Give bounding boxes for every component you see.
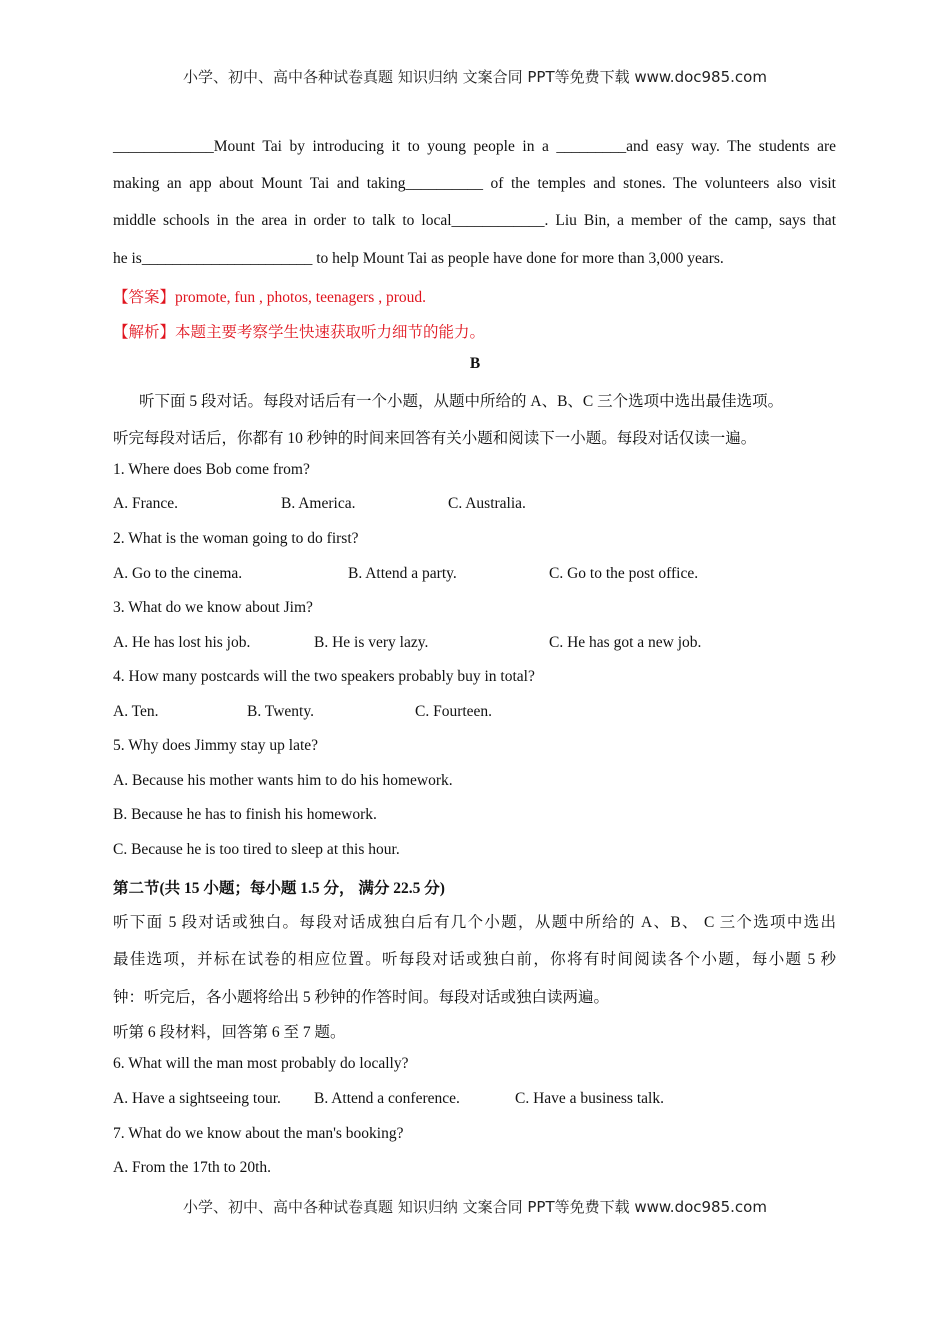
q6-option-b: B. Attend a conference. [314, 1090, 460, 1107]
section-2-intro-1: 听下面 5 段对话或独白。每段对话成独白后有几个小题，从题中所给的 A、B、 C 三个选项中选出 [113, 914, 836, 931]
passage-line-4: he is______________________ to help Mount Tai as people have done for more than 3,000 years. [113, 250, 724, 267]
question-3: 3. What do we know about Jim? [113, 599, 313, 616]
section-b-intro-1: 听下面 5 段对话。每段对话后有一个小题，从题中所给的 A、B、C 三个选项中选出最佳选项。 [139, 393, 784, 410]
analysis-line [113, 320, 485, 342]
q4-option-c: C. Fourteen. [415, 703, 493, 720]
question-7: 7. What do we know about the man's booking? [113, 1125, 404, 1142]
q1-option-c: C. Australia. [448, 495, 526, 512]
material-note: 听第 6 段材料，回答第 6 至 7 题。 [113, 1024, 346, 1041]
q6-option-a: A. Have a sightseeing tour. [113, 1090, 281, 1107]
page-header: 小学、初中、高中各种试卷真题 知识归纳 文案合同 PPT等免费下载 www.doc985.com [183, 68, 767, 86]
q5-option-c: C. Because he is too tired to sleep at this hour. [113, 841, 400, 858]
q5-option-b: B. Because he has to finish his homework. [113, 806, 377, 823]
answer-text: promote, fun , photos, teenagers , proud. [175, 289, 426, 306]
question-1: 1. Where does Bob come from? [113, 461, 310, 478]
q1-option-b: B. America. [281, 495, 356, 512]
q1-option-a: A. France. [113, 495, 178, 512]
q2-option-b: B. Attend a party. [348, 565, 457, 582]
section-2-title: 第二节(共 15 小题；每小题 1.5 分， 满分 22.5 分) [113, 880, 445, 897]
q2-option-c: C. Go to the post office. [549, 565, 699, 582]
q3-option-b: B. He is very lazy. [314, 634, 429, 651]
section-b-title: B [469, 355, 481, 372]
question-2: 2. What is the woman going to do first? [113, 530, 359, 547]
section-b-intro-2: 听完每段对话后，你都有 10 秒钟的时间来回答有关小题和阅读下一小题。每段对话仅读一遍。 [113, 430, 757, 447]
passage-line-3: middle schools in the area in order to talk to local____________. Liu Bin, a member of the camp, says that [113, 212, 836, 229]
question-5: 5. Why does Jimmy stay up late? [113, 737, 319, 754]
passage-line-2: making an app about Mount Tai and taking__________ of the temples and stones. The volunteers also visit [113, 175, 836, 192]
q4-option-a: A. Ten. [113, 703, 159, 720]
answer-label: 【答案】 [113, 289, 176, 306]
question-4: 4. How many postcards will the two speakers probably buy in total? [113, 668, 535, 685]
section-2-intro-3: 钟：听完后，各小题将给出 5 秒钟的作答时间。每段对话或独白读两遍。 [113, 989, 610, 1006]
passage-line-1: _____________Mount Tai by introducing it to young people in a _________and easy way. The students are [113, 138, 836, 155]
q6-option-c: C. Have a business talk. [515, 1090, 664, 1107]
q4-option-b: B. Twenty. [247, 703, 314, 720]
q2-option-a: A. Go to the cinema. [113, 565, 243, 582]
analysis-text: 本题主要考察学生快速获取听力细节的能力。 [175, 324, 486, 341]
q5-option-a: A. Because his mother wants him to do his homework. [113, 772, 453, 789]
q7-option-a: A. From the 17th to 20th. [113, 1159, 272, 1176]
analysis-label: 【解析】 [113, 324, 176, 341]
section-2-intro-2: 最佳选项，并标在试卷的相应位置。听每段对话或独白前，你将有时间阅读各个小题，每小题 5 秒 [113, 951, 836, 968]
question-6: 6. What will the man most probably do locally? [113, 1055, 409, 1072]
q3-option-a: A. He has lost his job. [113, 634, 251, 651]
page-footer: 小学、初中、高中各种试卷真题 知识归纳 文案合同 PPT等免费下载 www.doc985.com [183, 1198, 767, 1216]
q3-option-c: C. He has got a new job. [549, 634, 702, 651]
answer-line [113, 285, 426, 307]
